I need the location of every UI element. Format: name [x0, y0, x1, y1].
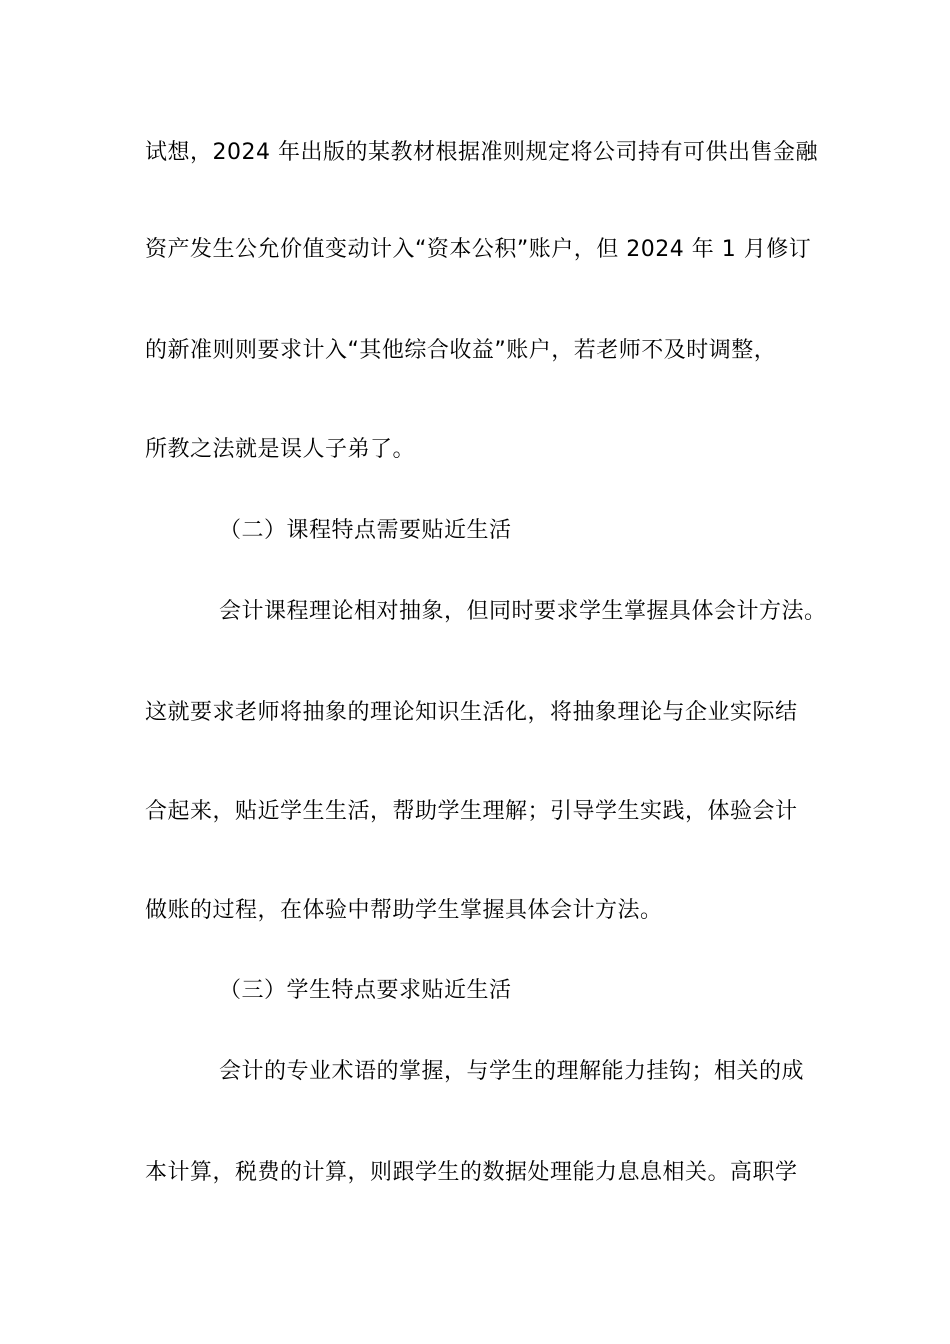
body-text-line: 会计课程理论相对抽象，但同时要求学生掌握具体会计方法。 — [219, 599, 827, 624]
section-heading: （三）学生特点要求贴近生活 — [219, 978, 512, 1003]
body-text-line: 会计的专业术语的掌握，与学生的理解能力挂钩；相关的成 — [219, 1059, 805, 1084]
section-heading: （二）课程特点需要贴近生活 — [219, 518, 512, 543]
body-text-line: 本计算，税费的计算，则跟学生的数据处理能力息息相关。高职学 — [145, 1160, 798, 1185]
body-text-line: 所教之法就是误人子弟了。 — [145, 437, 416, 462]
body-text-line: 的新准则则要求计入“其他综合收益”账户，若老师不及时调整， — [145, 338, 777, 363]
body-text-line: 做账的过程，在体验中帮助学生掌握具体会计方法。 — [145, 898, 663, 923]
body-text-line: 资产发生公允价值变动计入“资本公积”账户，但 2024 年 1 月修订 — [145, 237, 812, 262]
body-text-line: 这就要求老师将抽象的理论知识生活化，将抽象理论与企业实际结 — [145, 700, 798, 725]
body-text-line: 试想，2024 年出版的某教材根据准则规定将公司持有可供出售金融 — [145, 140, 818, 165]
body-text-line: 合起来，贴近学生生活，帮助学生理解；引导学生实践，体验会计 — [145, 799, 798, 824]
